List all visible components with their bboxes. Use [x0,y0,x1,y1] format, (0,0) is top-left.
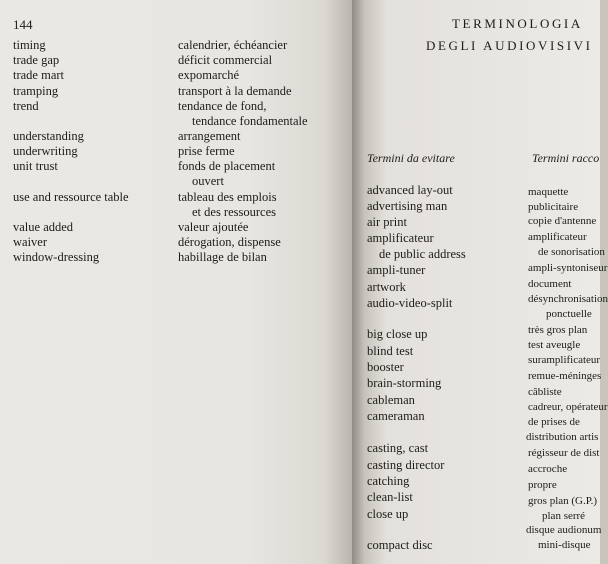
avoid-term: advanced lay-out [367,183,453,197]
recommended-term: copie d'antenne [528,215,597,227]
recommended-term: ampli-syntoniseur [528,262,608,274]
glossary-translation: tableau des emplois [178,190,277,204]
glossary-translation: dérogation, dispense [178,235,281,249]
section-title-line1: TERMINOLOGIA [452,16,583,31]
glossary-translation: tendance fondamentale [192,114,308,128]
column-header-recommended: Termini racco [532,151,600,165]
glossary-translation: tendance de fond, [178,99,267,113]
glossary-translation: et des ressources [192,205,276,219]
avoid-term: booster [367,360,404,374]
avoid-term: catching [367,474,410,488]
glossary-translation: habillage de bilan [178,250,267,264]
glossary-term: timing [13,38,46,52]
recommended-term: remue-méninges [528,370,602,382]
glossary-term: use and ressource table [13,190,129,204]
avoid-term: de public address [379,247,466,261]
right-page [352,0,608,564]
avoid-term: advertising man [367,199,448,213]
avoid-term: ampli-tuner [367,263,426,277]
avoid-term: compact disc [367,538,433,552]
recommended-term: de sonorisation [538,246,605,258]
section-title-line2: DEGLI AUDIOVISIVI [426,38,593,53]
glossary-term: waiver [13,235,48,249]
avoid-term: artwork [367,280,406,294]
recommended-term: cadreur, opérateur [528,401,608,413]
glossary-term: understanding [13,129,84,143]
recommended-term: disque audionum [526,524,602,536]
recommended-term: publicitaire [528,201,579,213]
recommended-term: test aveugle [528,339,581,351]
recommended-term: propre [528,479,557,491]
recommended-term: câbliste [528,386,562,398]
recommended-term: ponctuelle [546,308,592,320]
avoid-term: casting, cast [367,441,429,455]
glossary-term: unit trust [13,159,58,173]
glossary-term: tramping [13,84,59,98]
recommended-term: distribution artis [526,431,599,443]
column-header-avoid: Termini da evitare [367,151,455,165]
avoid-term: cableman [367,393,415,407]
avoid-term: amplificateur [367,231,434,245]
glossary-term: trade mart [13,68,65,82]
avoid-term: big close up [367,327,428,341]
glossary-term: underwriting [13,144,78,158]
recommended-term: amplificateur [528,231,587,243]
recommended-term: régisseur de dist [528,447,600,459]
recommended-term: accroche [528,463,568,475]
glossary-translation: expomarché [178,68,240,82]
glossary-translation: calendrier, échéancier [178,38,288,52]
glossary-term: trade gap [13,53,60,67]
recommended-term: document [528,278,572,290]
avoid-term: close up [367,507,409,521]
avoid-term: casting director [367,458,445,472]
avoid-term: air print [367,215,407,229]
glossary-term: trend [13,99,39,113]
recommended-term: suramplificateur [528,354,601,366]
avoid-term: clean-list [367,490,413,504]
avoid-term: audio-video-split [367,296,453,310]
glossary-translation: arrangement [178,129,241,143]
glossary-translation: ouvert [192,174,224,188]
page-number: 144 [13,17,33,32]
avoid-term: brain-storming [367,376,442,390]
recommended-term: de prises de [528,416,580,428]
glossary-translation: valeur ajoutée [178,220,249,234]
glossary-translation: prise ferme [178,144,235,158]
glossary-term: value added [13,220,74,234]
recommended-term: mini-disque [538,539,591,551]
glossary-term: window-dressing [13,250,100,264]
glossary-translation: fonds de placement [178,159,276,173]
recommended-term: très gros plan [528,324,588,336]
avoid-term: cameraman [367,409,425,423]
recommended-term: plan serré [542,510,586,522]
glossary-translation: déficit commercial [178,53,273,67]
avoid-term: blind test [367,344,414,358]
glossary-translation: transport à la demande [178,84,292,98]
recommended-term: maquette [528,186,569,198]
recommended-term: gros plan (G.P.) [528,495,598,507]
recommended-term: désynchronisation [528,293,608,305]
